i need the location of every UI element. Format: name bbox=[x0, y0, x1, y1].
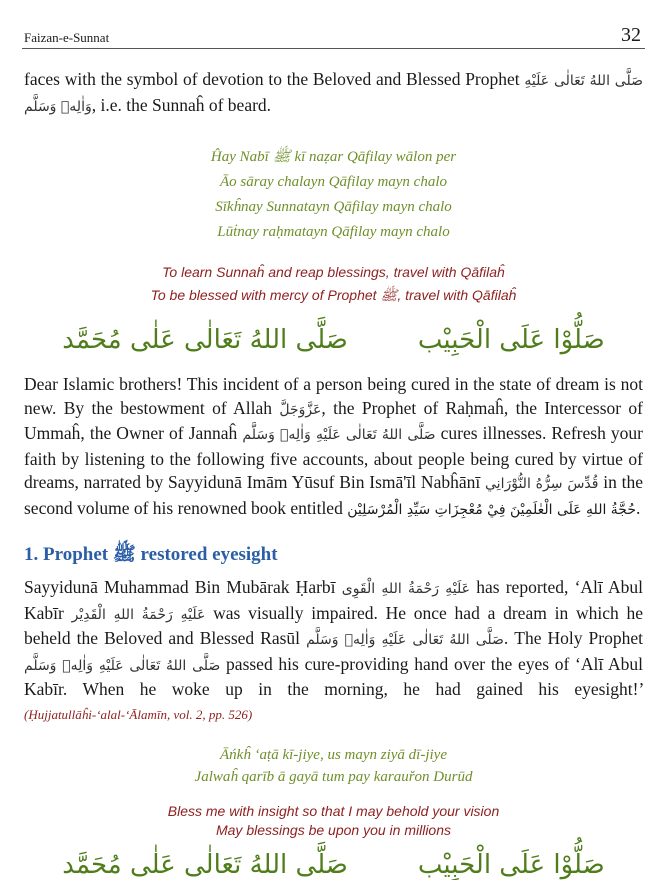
poem-block bbox=[24, 145, 643, 245]
salawat-line-2 bbox=[24, 850, 643, 880]
prophet-honorific-glyph: صَلَّى اللهُ تَعَالٰى عَلَيْهِ وَاٰلِهٖ وَسَلَّم bbox=[242, 427, 436, 443]
book-title-arabic: حُجَّةُ اللهِ عَلَى الْعٰلَمِيْنَ فِيْ مُعْجِزَاتِ سَيِّدِ الْمُرْسَلِيْن bbox=[347, 501, 636, 518]
salawat-line bbox=[24, 325, 643, 355]
poem-line: Ĥay Nabī ﷺ kī naẓar Qāfilay wālon per bbox=[210, 149, 457, 165]
translation-line: To learn Sunnaĥ and reap blessings, travel with Qāfilaĥ bbox=[162, 264, 505, 280]
translation-line: To be blessed with mercy of Prophet ﷺ, travel with Qāfilaĥ bbox=[150, 287, 517, 303]
salawat-right: صَلُّوْا عَلَى الْحَبِيْب bbox=[417, 850, 605, 880]
poem-block-2 bbox=[24, 744, 643, 788]
honorific-glyph: عَلَيْهِ رَحْمَةُ اللهِ الْقَدِيْر bbox=[71, 606, 206, 623]
allah-honorific-glyph: عَزَّوَجَلَّ bbox=[279, 401, 322, 418]
honorific-glyph: صَلَّى اللهُ تَعَالٰى عَلَيْهِ وَاٰلِهٖ وَسَلَّم bbox=[24, 657, 221, 674]
honorific-glyph: صَلَّى اللهُ تَعَالٰى عَلَيْهِ وَاٰلِهٖ وَسَلَّم bbox=[306, 632, 504, 648]
honorific-glyph: عَلَيْهِ رَحْمَةُ اللهِ الْقَوِی bbox=[341, 581, 470, 597]
salawat-right: صَلُّوْا عَلَى الْحَبِيْب bbox=[417, 325, 605, 355]
translation-line: Bless me with insight so that I may behold your vision bbox=[167, 803, 500, 819]
paragraph-intro: faces with the symbol of devotion to the Beloved and Blessed Prophet صَلَّى اللهُ تَعَالٰى عَلَيْهِ وَاٰلِهٖ وَسَلَّم, i.e. the Sunnaĥ of beard. bbox=[24, 69, 643, 115]
honorific-glyph: صَلَّى اللهُ تَعَالٰى عَلَيْهِ وَاٰلِهٖ وَسَلَّم bbox=[24, 73, 643, 115]
translation-block-2 bbox=[24, 802, 643, 840]
scholar-honorific-glyph: قُدِّسَ سِرُّهُ النُّوْرَانِي bbox=[485, 476, 599, 492]
page-number: 32 bbox=[621, 24, 641, 46]
paragraph-main: Dear Islamic brothers! This incident of a person being cured in the state of dream is not new. By the bestowment of Allah عَزَّوَجَلَّ, the Prophet of Raḥmaĥ, the Intercessor of Ummaĥ, the Owner of Jannaĥ صَلَّى اللهُ تَعَالٰى عَلَيْهِ وَاٰلِهٖ وَسَلَّم cures illnesses. Refresh your faith by listening to the following five accounts, about people being cured by virtue of dreams, narrated by Sayyidunā Imām Yūsuf Bin Ismā'īl Nabĥānī قُدِّسَ سِرُّهُ النُّوْرَانِي in the second volume of his renowned book entitled حُجَّةُ اللهِ عَلَى الْعٰلَمِيْنَ فِيْ مُعْجِزَاتِ سَيِّدِ الْمُرْسَلِيْن. bbox=[24, 374, 644, 518]
reference-citation: (Ḥujjatullāĥi-‘alal-‘Ālamīn, vol. 2, pp. 526) bbox=[24, 706, 253, 722]
poem-line: Āńkĥ ‘aṭā kī-jiye, us mayn ziyā dī-jiye bbox=[219, 747, 447, 763]
page-content bbox=[24, 68, 643, 880]
poem-line: Jalwaĥ qarīb ā gayā tum pay karauřon Durūd bbox=[194, 769, 473, 785]
paragraph-account: Sayyidunā Muhammad Bin Mubārak Ḥarbī عَلَيْهِ رَحْمَةُ اللهِ الْقَوِی has reported, ‘Alī Abul Kabīr عَلَيْهِ رَحْمَةُ اللهِ الْقَدِيْر was visually impaired. He once had a dream in which he beheld the Beloved and Blessed Rasūl صَلَّى اللهُ تَعَالٰى عَلَيْهِ وَاٰلِهٖ وَسَلَّم. The Holy Prophet صَلَّى اللهُ تَعَالٰى عَلَيْهِ وَاٰلِهٖ وَسَلَّم passed his cure-providing hand over the eyes of ‘Alī Abul Kabīr. When he woke up in the morning, he had gained his eyesight!’ (Ḥujjatullāĥi-‘alal-‘Ālamīn, vol. 2, pp. 526) bbox=[24, 577, 644, 722]
section-heading: 1. Prophet ﷺ restored eyesight bbox=[24, 544, 278, 565]
page-header bbox=[22, 22, 645, 49]
poem-line: Lūṫnay raḥmatayn Qāfilay mayn chalo bbox=[217, 224, 450, 240]
translation-line: May blessings be upon you in millions bbox=[215, 822, 451, 838]
poem-line: Āo sāray chalayn Qāfilay mayn chalo bbox=[219, 174, 448, 190]
salawat-left: صَلَّى اللهُ تَعَالٰى عَلٰى مُحَمَّد bbox=[62, 850, 348, 880]
prophet-mark: ﷺ bbox=[112, 544, 136, 565]
poem-line: Sīkĥnay Sunnatayn Qāfilay mayn chalo bbox=[215, 199, 452, 215]
translation-block bbox=[24, 261, 643, 307]
book-title: Faizan-e-Sunnat bbox=[24, 30, 110, 45]
salawat-left: صَلَّى اللهُ تَعَالٰى عَلٰى مُحَمَّد bbox=[62, 325, 348, 355]
